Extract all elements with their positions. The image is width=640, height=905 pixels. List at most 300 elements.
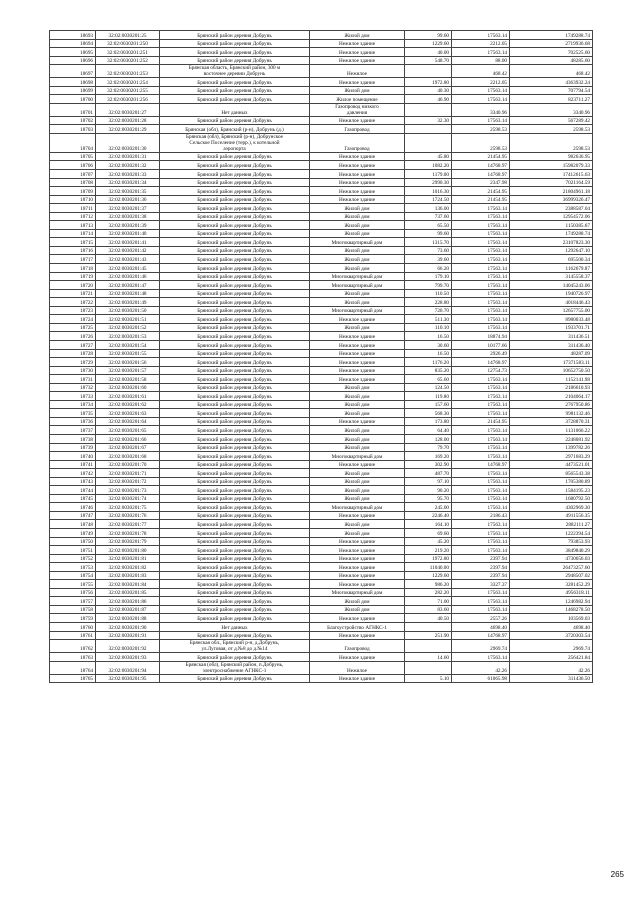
address-cell: Брянский район деревня Добрунь [160, 409, 310, 418]
area-cell: 568.30 [405, 409, 452, 418]
table-row [50, 195, 593, 204]
cadastral-value-cell: 1162679.87 [510, 264, 593, 273]
table-row [50, 511, 593, 520]
cadastral-value-cell: 1131066.22 [510, 426, 593, 435]
address-cell: Брянский район деревня Добрунь [160, 86, 310, 95]
cadastral-value-cell: 14045243.06 [510, 281, 593, 290]
row-number-cell: 18720 [50, 281, 96, 290]
specific-value-cell: 17563.14 [452, 477, 510, 486]
table-row [50, 653, 593, 662]
cadastral-number-cell: 32:02:0030201:64 [96, 417, 160, 426]
cadastral-number-cell: 32:02:0030201:38 [96, 212, 160, 221]
row-number-cell: 18735 [50, 409, 96, 418]
row-number-cell: 18717 [50, 255, 96, 264]
specific-value-cell: 17563.14 [452, 246, 510, 255]
row-number-cell: 18765 [50, 674, 96, 683]
table-row [50, 255, 593, 264]
address-cell: Брянский район деревня Добрунь [160, 588, 310, 597]
object-type-cell: Газопровод низкого давления [310, 103, 405, 116]
object-type-cell: Нежилое здание [310, 366, 405, 375]
area-cell: 30.60 [405, 340, 452, 349]
specific-value-cell: 17563.14 [452, 537, 510, 546]
object-type-cell: Жилой дом [310, 31, 405, 40]
cadastral-value-cell: 4911556.35 [510, 511, 593, 520]
cadastral-number-cell: 32:02:0030201:66 [96, 434, 160, 443]
address-cell: Брянский район деревня Добрунь [160, 631, 310, 640]
cadastral-value-cell: 17412615.63 [510, 170, 593, 179]
table-row [50, 494, 593, 503]
specific-value-cell: 12754.73 [452, 366, 510, 375]
object-type-cell: Жилой дом [310, 520, 405, 529]
cadastral-number-cell: 32:02:0030201:61 [96, 392, 160, 401]
cadastral-number-cell: 32:02:0030201:67 [96, 443, 160, 452]
row-number-cell: 18734 [50, 400, 96, 409]
cadastral-number-cell: 32:02:0030201:52 [96, 323, 160, 332]
address-cell: Нет данных [160, 623, 310, 632]
object-type-cell: Нежилое здание [310, 349, 405, 358]
specific-value-cell: 17563.14 [452, 486, 510, 495]
specific-value-cell: 17563.14 [452, 503, 510, 512]
area-cell: 169.20 [405, 452, 452, 461]
cadastral-value-cell: 48287.09 [510, 349, 593, 358]
cadastral-number-cell: 32:02:0030201:49 [96, 298, 160, 307]
row-number-cell: 18709 [50, 187, 96, 196]
area-cell: 282.20 [405, 588, 452, 597]
area-cell: 548.70 [405, 56, 452, 65]
table-row [50, 358, 593, 367]
row-number-cell: 18706 [50, 161, 96, 170]
cadastral-number-cell: 32:02:0030201:71 [96, 469, 160, 478]
cadastral-number-cell: 32:02:0030201:55 [96, 349, 160, 358]
address-cell: Брянский район деревня Добрунь [160, 674, 310, 683]
cadastral-number-cell: 32:02:0030201:25 [96, 31, 160, 40]
specific-value-cell: 17563.14 [452, 212, 510, 221]
area-cell: 5.10 [405, 674, 452, 683]
row-number-cell: 18715 [50, 238, 96, 247]
specific-value-cell: 3340.96 [452, 103, 510, 116]
object-type-cell: Жилой дом [310, 264, 405, 273]
cadastral-value-cell: 4473521.01 [510, 460, 593, 469]
specific-value-cell: 2212.05 [452, 39, 510, 48]
area-cell [405, 623, 452, 632]
row-number-cell: 18693 [50, 31, 96, 40]
specific-value-cell: 17563.14 [452, 426, 510, 435]
cadastral-value-cell: 3849840.29 [510, 546, 593, 555]
area-cell: 737.60 [405, 212, 452, 221]
cadastral-number-cell: 32:02:0030201:32 [96, 161, 160, 170]
row-number-cell: 18696 [50, 56, 96, 65]
table-row [50, 605, 593, 614]
table-row [50, 204, 593, 213]
address-cell: Брянская (обл), Брянский район, п.Добрунь, электроснабжение АГНКС-1 [160, 661, 310, 674]
row-number-cell: 18723 [50, 306, 96, 315]
object-type-cell: Жилой дом [310, 409, 405, 418]
row-number-cell: 18733 [50, 392, 96, 401]
cadastral-value-cell: 10652750.50 [510, 366, 593, 375]
object-type-cell: Нежилое здание [310, 178, 405, 187]
object-type-cell: Жилой дом [310, 383, 405, 392]
address-cell: Брянский район деревня Добрунь [160, 443, 310, 452]
cadastral-value-cell: 2598.53 [510, 125, 593, 134]
area-cell: 69.60 [405, 528, 452, 537]
cadastral-number-cell: 32:02:0030201:45 [96, 264, 160, 273]
area-cell: 302.90 [405, 460, 452, 469]
area-cell: 1972.80 [405, 554, 452, 563]
table-row [50, 281, 593, 290]
cadastral-number-cell: 32:02:0030201:76 [96, 511, 160, 520]
address-cell: Брянский район деревня Добрунь [160, 39, 310, 48]
cadastral-value-cell: 3145558.37 [510, 272, 593, 281]
object-type-cell: Нежилое здание [310, 340, 405, 349]
specific-value-cell: 2969.74 [452, 640, 510, 653]
address-cell: Брянский район деревня Добрунь [160, 255, 310, 264]
cadastral-value-cell: 2388587.04 [510, 204, 593, 213]
row-number-cell: 18719 [50, 272, 96, 281]
object-type-cell: Нежилое здание [310, 187, 405, 196]
cadastral-value-cell: 2971683.29 [510, 452, 593, 461]
address-cell: Брянский район деревня Добрунь [160, 306, 310, 315]
row-number-cell: 18748 [50, 520, 96, 529]
area-cell: 65.50 [405, 221, 452, 230]
address-cell: Брянский район деревня Добрунь [160, 426, 310, 435]
cadastral-value-cell: 2104064.17 [510, 392, 593, 401]
cadastral-value-cell: 793853.93 [510, 537, 593, 546]
specific-value-cell: 14768.97 [452, 161, 510, 170]
cadastral-number-cell: 32:02:0030201:80 [96, 546, 160, 555]
cadastral-number-cell: 32:02:0030201:41 [96, 238, 160, 247]
cadastral-number-cell: 32:02:0030201:86 [96, 597, 160, 606]
object-type-cell: Многоквартирный дом [310, 272, 405, 281]
address-cell: Брянский район деревня Добрунь [160, 178, 310, 187]
cadastral-number-cell: 32:02:0030201:87 [96, 605, 160, 614]
object-type-cell: Нежилое здание [310, 614, 405, 623]
cadastral-value-cell: 1399782.26 [510, 443, 593, 452]
address-cell: Брянский район деревня Добрунь [160, 452, 310, 461]
specific-value-cell: 4698.40 [452, 623, 510, 632]
page-number: 265 [610, 870, 624, 879]
cadastral-value-cell: 1292647.10 [510, 246, 593, 255]
table-row [50, 597, 593, 606]
cadastral-number-cell: 32:02:0030201:84 [96, 580, 160, 589]
specific-value-cell: 21454.95 [452, 152, 510, 161]
cadastral-number-cell: 32:02:0030201:90 [96, 623, 160, 632]
cadastral-value-cell: 3728870.31 [510, 417, 593, 426]
cadastral-number-cell: 32:02:0030201:250 [96, 39, 160, 48]
row-number-cell: 18732 [50, 383, 96, 392]
area-cell: 124.50 [405, 383, 452, 392]
address-cell: Нет данных [160, 103, 310, 116]
cadastral-value-cell: 1584195.23 [510, 486, 593, 495]
row-number-cell: 18754 [50, 571, 96, 580]
address-cell: Брянский район деревня Добрунь [160, 152, 310, 161]
area-cell: 1972.80 [405, 78, 452, 87]
object-type-cell: Нежилое здание [310, 315, 405, 324]
object-type-cell: Нежилое здание [310, 161, 405, 170]
table-row [50, 546, 593, 555]
row-number-cell: 18743 [50, 477, 96, 486]
cadastral-value-cell: 311436.40 [510, 340, 593, 349]
address-cell: Брянский район деревня Добрунь [160, 272, 310, 281]
cadastral-value-cell: 3720303.54 [510, 631, 593, 640]
object-type-cell: Нежилое [310, 661, 405, 674]
cadastral-number-cell: 32:02:0030201:43 [96, 255, 160, 264]
row-number-cell: 18747 [50, 511, 96, 520]
cadastral-number-cell: 32:02:0030201:70 [96, 460, 160, 469]
cadastral-number-cell: 32:02:0030201:58 [96, 375, 160, 384]
cadastral-value-cell: 42.26 [510, 661, 593, 674]
table-row [50, 178, 593, 187]
row-number-cell: 18750 [50, 537, 96, 546]
specific-value-cell: 17563.14 [452, 452, 510, 461]
area-cell: 40.30 [405, 86, 452, 95]
cadastral-number-cell: 32:02:0030201:95 [96, 674, 160, 683]
cadastral-number-cell: 32:02:0030201:54 [96, 340, 160, 349]
object-type-cell: Нежилое здание [310, 116, 405, 125]
area-cell: 1016.30 [405, 187, 452, 196]
cadastral-value-cell: 468.42 [510, 65, 593, 78]
cadastral-value-cell: 48285.60 [510, 56, 593, 65]
row-number-cell: 18731 [50, 375, 96, 384]
address-cell: Брянский район деревня Добрунь [160, 417, 310, 426]
address-cell: Брянская обл., Брянский р-н, д.Добрунь, ул.Луговая, от д.№8 до д.№14 [160, 640, 310, 653]
cadastral-number-cell: 32:02:0030201:83 [96, 571, 160, 580]
cadastral-value-cell: 2969.74 [510, 640, 593, 653]
table-row [50, 452, 593, 461]
area-cell [405, 133, 452, 152]
area-cell: 16.50 [405, 332, 452, 341]
address-cell: Брянский район деревня Добрунь [160, 375, 310, 384]
cadastral-number-cell: 32:02:0030201:28 [96, 116, 160, 125]
cadastral-number-cell: 32:02:0030201:65 [96, 426, 160, 435]
row-number-cell: 18744 [50, 486, 96, 495]
object-type-cell: Жилой дом [310, 605, 405, 614]
cadastral-number-cell: 32:02:0030201:92 [96, 640, 160, 653]
specific-value-cell: 2397.94 [452, 571, 510, 580]
cadastral-number-cell: 32:02:0030201:251 [96, 48, 160, 57]
object-type-cell: Нежилое здание [310, 332, 405, 341]
address-cell: Брянский район деревня Добрунь [160, 56, 310, 65]
address-cell: Брянский район деревня Добрунь [160, 246, 310, 255]
object-type-cell: Нежилое здание [310, 417, 405, 426]
object-type-cell: Жилой дом [310, 426, 405, 435]
row-number-cell: 18761 [50, 631, 96, 640]
area-cell: 835.20 [405, 366, 452, 375]
object-type-cell: Жилой дом [310, 255, 405, 264]
specific-value-cell: 17563.14 [452, 229, 510, 238]
object-type-cell: Жилой дом [310, 323, 405, 332]
cadastral-value-cell: 12657755.00 [510, 306, 593, 315]
table-row [50, 95, 593, 104]
cadastral-value-cell: 1933701.71 [510, 323, 593, 332]
object-type-cell: Жилой дом [310, 229, 405, 238]
row-number-cell: 18713 [50, 221, 96, 230]
area-cell: 11040.00 [405, 563, 452, 572]
object-type-cell: Жилое помещение [310, 95, 405, 104]
table-row [50, 212, 593, 221]
object-type-cell: Нежилое здание [310, 571, 405, 580]
address-cell: Брянский район деревня Добрунь [160, 116, 310, 125]
object-type-cell: Газопровод [310, 640, 405, 653]
area-cell: 1229.60 [405, 39, 452, 48]
area-cell: 73.60 [405, 246, 452, 255]
cadastral-number-cell: 32:02:0030201:68 [96, 452, 160, 461]
address-cell: Брянский район деревня Добрунь [160, 605, 310, 614]
specific-value-cell: 17563.14 [452, 255, 510, 264]
specific-value-cell: 2926.49 [452, 349, 510, 358]
table-row [50, 56, 593, 65]
table-row [50, 520, 593, 529]
area-cell: 1176.20 [405, 358, 452, 367]
cadastral-value-cell: 4363932.24 [510, 78, 593, 87]
cadastral-value-cell: 2948507.02 [510, 571, 593, 580]
specific-value-cell: 14768.97 [452, 170, 510, 179]
cadastral-value-cell: 4698.40 [510, 623, 593, 632]
address-cell: Брянский район деревня Добрунь [160, 571, 310, 580]
object-type-cell: Жилой дом [310, 298, 405, 307]
address-cell: Брянский район деревня Добрунь [160, 392, 310, 401]
address-cell: Брянский район деревня Добрунь [160, 229, 310, 238]
cadastral-number-cell: 32:02:0030201:91 [96, 631, 160, 640]
table-row [50, 78, 593, 87]
specific-value-cell: 17563.14 [452, 528, 510, 537]
address-cell: Брянская (обл), Брянский (р-н), Добрунь (д.) [160, 125, 310, 134]
cadastral-number-cell: 32:02:0030201:47 [96, 281, 160, 290]
address-cell: Брянский район деревня Добрунь [160, 614, 310, 623]
row-number-cell: 18712 [50, 212, 96, 221]
cadastral-number-cell: 32:02:0030201:60 [96, 383, 160, 392]
cadastral-number-cell: 32:02:0030201:39 [96, 221, 160, 230]
cadastral-value-cell: 1705380.89 [510, 477, 593, 486]
object-type-cell: Нежилое здание [310, 56, 405, 65]
table-row [50, 298, 593, 307]
object-type-cell: Нежилое здание [310, 48, 405, 57]
table-row [50, 323, 593, 332]
table-row [50, 426, 593, 435]
cadastral-number-cell: 32:02:0030201:36 [96, 195, 160, 204]
address-cell: Брянский район деревня Добрунь [160, 323, 310, 332]
row-number-cell: 18753 [50, 563, 96, 572]
cadastral-value-cell: 103569.03 [510, 614, 593, 623]
cadastral-value-cell: 707794.54 [510, 86, 593, 95]
cadastral-value-cell: 36999326.47 [510, 195, 593, 204]
cadastral-number-cell: 32:02:0030201:31 [96, 152, 160, 161]
specific-value-cell: 2397.94 [452, 563, 510, 572]
area-cell: 173.80 [405, 417, 452, 426]
table-row [50, 170, 593, 179]
table-row [50, 39, 593, 48]
object-type-cell: Нежилое здание [310, 580, 405, 589]
address-cell: Брянский район деревня Добрунь [160, 537, 310, 546]
table-row [50, 661, 593, 674]
cadastral-value-cell: 1150385.67 [510, 221, 593, 230]
specific-value-cell: 17563.14 [452, 48, 510, 57]
area-cell: 45.20 [405, 537, 452, 546]
table-row [50, 332, 593, 341]
cadastral-number-cell: 32:02:0030201:30 [96, 133, 160, 152]
cadastral-number-cell: 32:02:0030201:82 [96, 563, 160, 572]
table-row [50, 588, 593, 597]
area-cell: 64.40 [405, 426, 452, 435]
area-cell: 1082.20 [405, 161, 452, 170]
object-type-cell: Нежилое здание [310, 653, 405, 662]
area-cell: 90.20 [405, 486, 452, 495]
specific-value-cell: 17563.14 [452, 306, 510, 315]
area-cell: 66.20 [405, 264, 452, 273]
row-number-cell: 18702 [50, 116, 96, 125]
specific-value-cell: 14768.97 [452, 460, 510, 469]
specific-value-cell: 17563.14 [452, 323, 510, 332]
specific-value-cell: 17563.14 [452, 409, 510, 418]
table-row [50, 375, 593, 384]
cadastral-number-cell: 32:02:0030201:35 [96, 187, 160, 196]
specific-value-cell: 2598.53 [452, 125, 510, 134]
row-number-cell: 18700 [50, 95, 96, 104]
object-type-cell: Нежилое здание [310, 358, 405, 367]
table-row [50, 460, 593, 469]
area-cell: 2990.30 [405, 178, 452, 187]
specific-value-cell: 17563.14 [452, 653, 510, 662]
area-cell: 71.00 [405, 597, 452, 606]
specific-value-cell: 10177.66 [452, 340, 510, 349]
address-cell: Брянский район деревня Добрунь [160, 400, 310, 409]
object-type-cell: Нежилое здание [310, 170, 405, 179]
address-cell: Брянский район деревня Добрунь [160, 469, 310, 478]
table-row [50, 434, 593, 443]
specific-value-cell: 17563.14 [452, 315, 510, 324]
object-type-cell: Нежилое здание [310, 511, 405, 520]
address-cell: Брянский район деревня Добрунь [160, 434, 310, 443]
table-row [50, 161, 593, 170]
table-row [50, 125, 593, 134]
table-row [50, 31, 593, 40]
address-cell: Брянский район деревня Добрунь [160, 212, 310, 221]
cadastral-number-cell: 32:02:0030201:63 [96, 409, 160, 418]
row-number-cell: 18698 [50, 78, 96, 87]
cadastral-number-cell: 32:02:0030201:46 [96, 272, 160, 281]
row-number-cell: 18755 [50, 580, 96, 589]
table-row [50, 238, 593, 247]
specific-value-cell: 17563.14 [452, 434, 510, 443]
specific-value-cell: 17563.14 [452, 264, 510, 273]
address-cell: Брянский район деревня Добрунь [160, 554, 310, 563]
row-number-cell: 18714 [50, 229, 96, 238]
specific-value-cell: 2212.05 [452, 78, 510, 87]
table-row [50, 623, 593, 632]
specific-value-cell: 2347.98 [452, 178, 510, 187]
area-cell: 32.30 [405, 116, 452, 125]
address-cell: Брянский район деревня Добрунь [160, 221, 310, 230]
row-number-cell: 18726 [50, 332, 96, 341]
specific-value-cell: 17563.14 [452, 392, 510, 401]
row-number-cell: 18710 [50, 195, 96, 204]
object-type-cell: Многоквартирный дом [310, 588, 405, 597]
area-cell: 40.50 [405, 614, 452, 623]
cadastral-value-cell: 823711.27 [510, 95, 593, 104]
row-number-cell: 18705 [50, 152, 96, 161]
specific-value-cell: 2186.43 [452, 511, 510, 520]
cadastral-value-cell: 7021164.59 [510, 178, 593, 187]
area-cell: 164.10 [405, 520, 452, 529]
address-cell: Брянский район деревня Добрунь [160, 31, 310, 40]
row-number-cell: 18764 [50, 661, 96, 674]
cadastral-number-cell: 32:02:0030201:255 [96, 86, 160, 95]
cadastral-value-cell: 2719936.68 [510, 39, 593, 48]
cadastral-value-cell: 695500.34 [510, 255, 593, 264]
cadastral-value-cell: 21804961.18 [510, 187, 593, 196]
row-number-cell: 18752 [50, 554, 96, 563]
specific-value-cell: 17563.14 [452, 298, 510, 307]
cadastral-number-cell: 32:02:0030201:81 [96, 554, 160, 563]
